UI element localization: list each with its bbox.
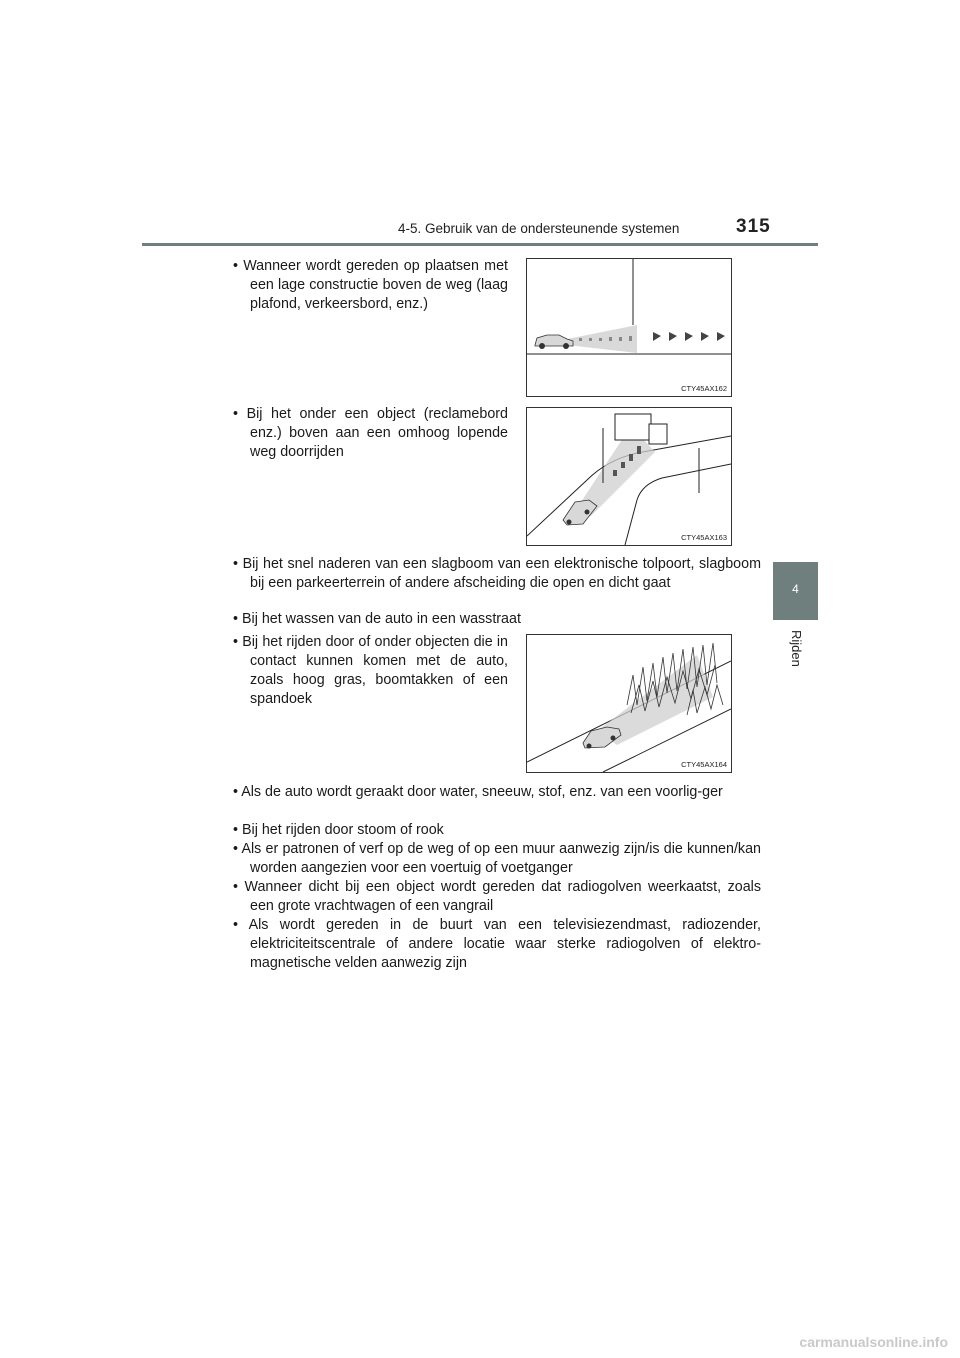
bullet-paint-patterns: • Als er patronen of verf op de weg of op een muur aanwezig zijn/is die kunnen/kan worden aangezien voor een voertuig of voetganger: [233, 841, 761, 876]
page-number: 315: [736, 216, 771, 237]
bullet-steam-smoke: • Bij het rijden door stoom of rook: [233, 822, 444, 838]
figure-code: CTY45AX163: [681, 533, 727, 542]
bullet-car-wash: • Bij het wassen van de auto in een wasstraat: [233, 611, 521, 627]
figure-sign-uphill: [526, 407, 732, 546]
section-title: 4-5. Gebruik van de ondersteunende systemen: [398, 221, 680, 236]
bullet-grass: • Bij het rijden door of onder objecten die in contact kunnen komen met de auto, zoals hoog gras, boomtakken of een spandoek: [233, 634, 508, 707]
chapter-number: 4: [792, 582, 799, 596]
bullet-toll-gate: • Bij het snel naderen van een slagboom van een elektronische tolpoort, slagboom bij een parkeerterrein of andere afscheiding die open en dicht gaat: [233, 556, 761, 591]
bullet-low-structure: • Wanneer wordt gereden op plaatsen met een lage constructie boven de weg (laag plafond, verkeersbord, enz.): [233, 258, 508, 312]
bullet-tv-tower: • Als wordt gereden in de buurt van een televisiezendmast, radiozender, elektriciteitscentrale of andere locatie waar sterke radiogolven of elektro-magnetische velden aanwezig zijn: [233, 917, 761, 971]
car-icon: [535, 335, 573, 349]
figure-low-structure: [526, 258, 732, 397]
car-icon: [563, 500, 597, 525]
figure-code: CTY45AX164: [681, 760, 727, 769]
header-divider: [142, 243, 818, 246]
bullet-reflective-object: • Wanneer dicht bij een object wordt gereden dat radiogolven weerkaatst, zoals een grote vrachtwagen of een vangrail: [233, 879, 761, 914]
figure-grass: [526, 634, 732, 773]
chapter-label: Rijden: [789, 630, 804, 667]
figure-code: CTY45AX162: [681, 384, 727, 393]
car-icon: [583, 727, 621, 749]
bullet-water-snow: • Als de auto wordt geraakt door water, sneeuw, stof, enz. van een voorlig-ger: [233, 784, 723, 800]
bullet-sign-uphill: • Bij het onder een object (reclamebord enz.) boven aan een omhoog lopende weg doorrijden: [233, 406, 508, 460]
chapter-tab: [773, 562, 818, 620]
watermark: carmanualsonline.info: [799, 1334, 948, 1350]
